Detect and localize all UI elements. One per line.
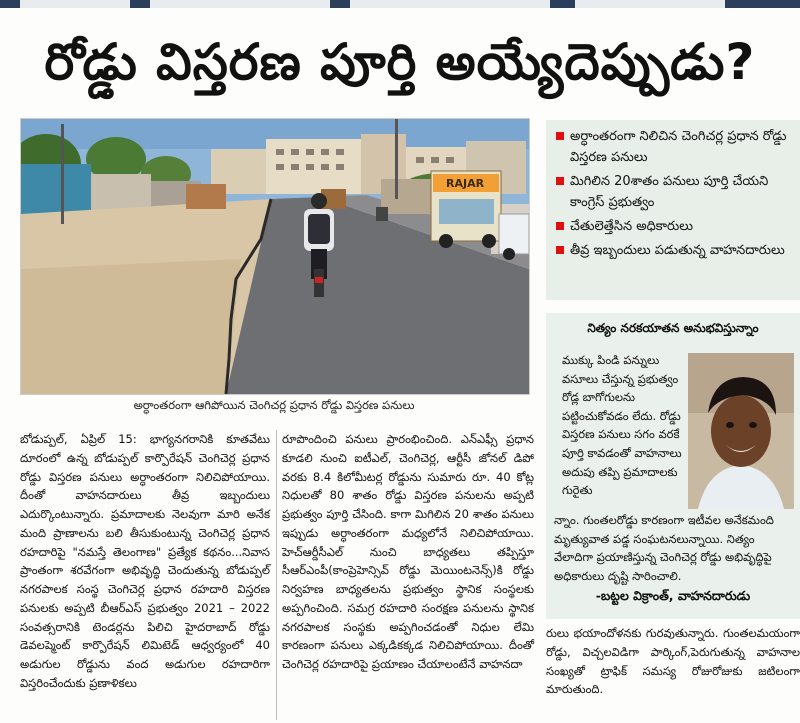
speaker-portrait: [688, 353, 794, 509]
bullet-item: చేతులెత్తేసిన అధికారులు: [554, 216, 794, 237]
highlight-bullets: [546, 120, 800, 300]
column-divider: [276, 430, 277, 720]
quote-signature: -బట్టల విక్రాంత్, వాహనదారుడు: [595, 588, 751, 603]
photo-caption: అర్ధాంతరంగా ఆగిపోయిన చెంగిచర్ల ప్రధాన రోడ్డు విస్తరణ పనులు: [133, 398, 415, 412]
article-column-3: రులు భయాందోళనకు గురవుతున్నారు. గుంతలమయంగా రోడ్డు, విచ్చలవిడిగా పార్కింగ్,పెరుగుతున్న వాహనాల సంఖ్యతో ట్రాఫిక్ సమస్య రోజురోజుకు జటిలంగా మారుతుంది.: [546, 626, 800, 697]
quote-text: న్నాం. గుంతలరోడ్డు కారణంగా ఇటీవల అనేకమంది మృత్యువాత పడ్డ సంఘటనలున్నాయి. నిత్యం వేలాదిగా ప్రయాణిస్తున్న చెంగిచెర్ల రోడ్డు అభివృద్ధిపై అధికారులు దృష్టి సారించాలి.: [554, 513, 774, 583]
bullet-item: అర్ధాంతరంగా నిలిచిన చెంగిచర్ల ప్రధాన రోడ్డు విస్తరణ పనులు: [554, 126, 794, 168]
top-banner-strip: [0, 0, 800, 8]
red-square-bullet-icon: [556, 132, 564, 140]
article-column-2: రూపొందించి పనులు ప్రారంభించింది. ఎన్ఎఫ్సీ ప్రధాన కూడలి నుంచి ఐటీఎల్, చెంగిచెర్ల, ఆర్టీసీ జోనల్ డిపో వరకు 8.4 కిలోమీటర్ల రోడ్డును సుమారు రూ. 40 కోట్ల నిధులతో 80 శాతం రోడ్డు విస్తరణ పనులను అప్పటి ప్రభుత్వం పూర్తి చేసింది. కాగా మిగిలిన 20 శాతం పనులు ఇప్పుడు అర్ధాంతరంగా మధ్యలోనే నిలిచిపోయాయి. హెచ్ఆర్డీసీఎల్ నుంచి బాధ్యతలు తప్పిస్తూ సీఆర్ఎంపీ(కాంప్రెహెన్సివ్ రోడ్డు మెయింటనెన్స్)కి రోడ్డు నిర్వహణ బాధ్యతలను ప్రభుత్వం స్థానిక సంస్థలకు అప్పగించింది. సమగ్ర రహదారి సంరక్షణ పనులను స్థానిక నగరపాలక సంస్థకు అప్పగించడంతో నిధుల లేమి కారణంగా పనులు ఎక్కడికక్కడ నిలిచిపోయాయి. దీంతో చెంగిచెర్ల రహదారిపై ప్రయాణం చేయాలంటేనే వాహనదా: [282, 432, 534, 671]
red-square-bullet-icon: [556, 246, 564, 254]
headline: రోడ్డు విస్తరణ పూర్తి అయ్యేదెప్పుడు?: [44, 33, 756, 91]
quote-title: నిత్యం నరకయాతన అనుభవిస్తున్నాం: [587, 321, 759, 335]
red-square-bullet-icon: [556, 177, 564, 185]
bullet-item: తీవ్ర ఇబ్బందులు పడుతున్న వాహనదారులు: [554, 240, 794, 261]
red-square-bullet-icon: [556, 222, 564, 230]
quote-text-beside-photo: ముక్కు పిండి పన్నులు వసూలు చేస్తున్న ప్రభుత్వం రోడ్ల బాగోగులను పట్టించుకోవడం లేదు. రోడ్డు విస్తరణ పనులు సగం వరకే పూర్తి కావడంతో వాహనాలు అదుపు తప్పి ప్రమాదాలకు గురైతు: [562, 353, 682, 498]
road-photo: [20, 118, 530, 395]
article-column-1: బోడుప్పల్, ఏప్రిల్ 15: భాగ్యనగరానికి కూతవేటు దూరంలో ఉన్న బోడుప్పల్ కార్పొరేషన్ చెంగిచెర్ల ప్రధాన రోడ్డు విస్తరణ పనులు అర్ధాంతరంగా నిలిచిపోయాయి. దీంతో వాహనదారులు తీవ్ర ఇబ్బందులు ఎదుర్కొంటున్నారు. ప్రమాదాలకు నెలవుగా మారి అనేక మంది ప్రాణాలను బలి తీసుకుంటున్న చెంగిచెర్ల ప్రధాన రహదారిపై "నమస్తే తెలంగాణ" ప్రత్యేక కథనం...నివాస ప్రాంతంగా శరవేగంగా అభివృద్ధి చెందుతున్న బోడుప్పల్ నగరపాలక సంస్థ చెంగిచెర్ల ప్రధాన రహదారి విస్తరణ పనులకు అప్పటి బీఆర్ఎస్ ప్రభుత్వం 2021 – 2022 సంవత్సరానికి టెండర్లను పిలిచి హైదరాబాద్ రోడ్డు డెవలప్మెంట్ కార్పొరేషన్ లిమిటెడ్ ఆధ్వర్యంలో 40 అడుగుల రోడ్డును వంద అడుగుల రహదారిగా విస్తరించేందుకు ప్రణాళికలు: [20, 432, 270, 690]
bullet-item: మిగిలిన 20శాతం పనులు పూర్తి చేయని కాంగ్రెస్ ప్రభుత్వం: [554, 171, 794, 213]
truck-sign: RAJAR: [446, 177, 485, 190]
